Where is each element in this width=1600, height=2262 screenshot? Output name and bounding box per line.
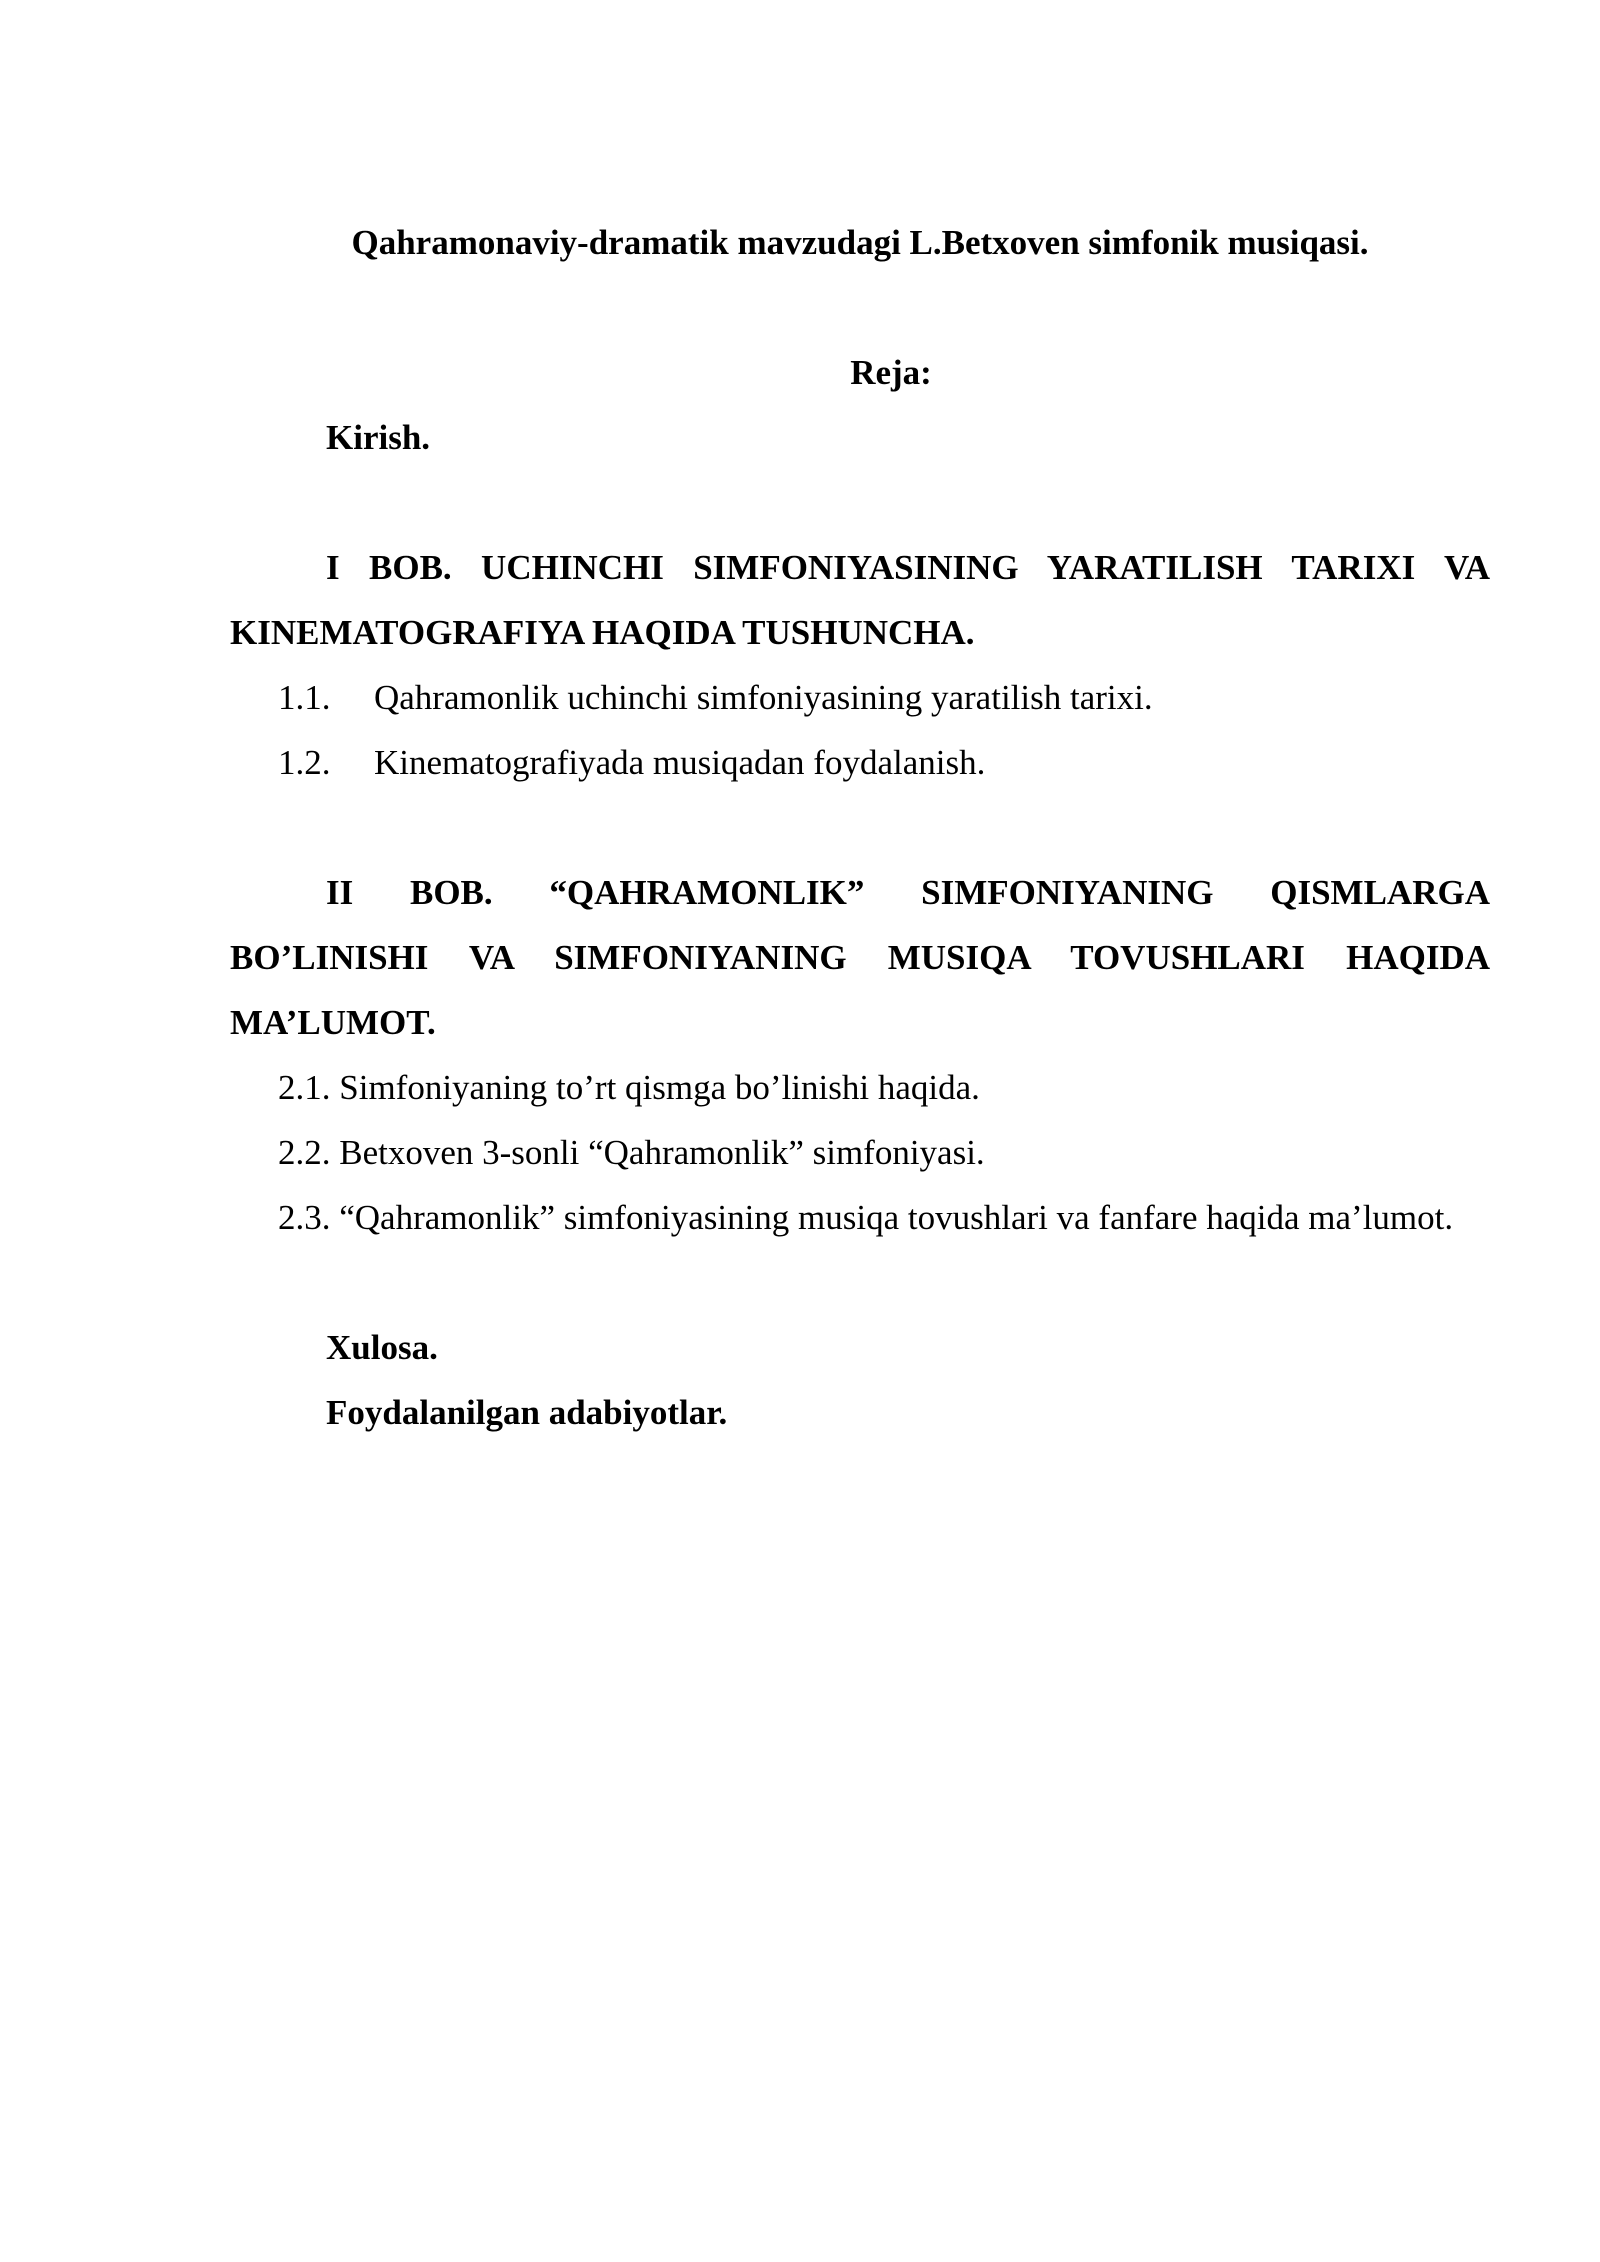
plan-heading: Reja: [850, 353, 932, 392]
chapter-2 [230, 860, 1490, 1250]
intro-heading: Kirish. [326, 418, 431, 457]
chapter-2-item: 2.1. Simfoniyaning to’rt qismga bo’linishi haqida. [278, 1068, 980, 1107]
chapter-2-item: 2.3. “Qahramonlik” simfoniyasining musiqa tovushlari va fanfare haqida ma’lumot. [278, 1198, 1454, 1237]
chapter-2-heading: II BOB. “QAHRAMONLIK” SIMFONIYANING QISMLARGA BO’LINISHI VA SIMFONIYANING MUSIQA TOVUSHLARI HAQIDA MA’LUMOT. [230, 873, 1490, 1042]
document-title: Qahramonaviy-dramatik mavzudagi L.Betxoven simfonik musiqasi. [351, 223, 1369, 262]
chapter-1-heading: I BOB. UCHINCHI SIMFONIYASINING YARATILISH TARIXI VA KINEMATOGRAFIYA HAQIDA TUSHUNCHA. [230, 548, 1490, 652]
item-text: Kinematografiyada musiqadan foydalanish. [374, 743, 986, 782]
item-number: 1.1. [278, 678, 331, 717]
item-text: Qahramonlik uchinchi simfoniyasining yaratilish tarixi. [374, 678, 1153, 717]
chapter-1-item [230, 665, 1490, 730]
closing-section [230, 1315, 1490, 1445]
chapter-1 [230, 535, 1490, 795]
chapter-2-item: 2.2. Betxoven 3-sonli “Qahramonlik” simfoniyasi. [278, 1133, 985, 1172]
item-number: 1.2. [278, 743, 331, 782]
chapter-1-item [230, 730, 1490, 795]
document-page [230, 210, 1490, 1445]
references-heading: Foydalanilgan adabiyotlar. [326, 1393, 728, 1432]
conclusion-heading: Xulosa. [326, 1328, 438, 1367]
